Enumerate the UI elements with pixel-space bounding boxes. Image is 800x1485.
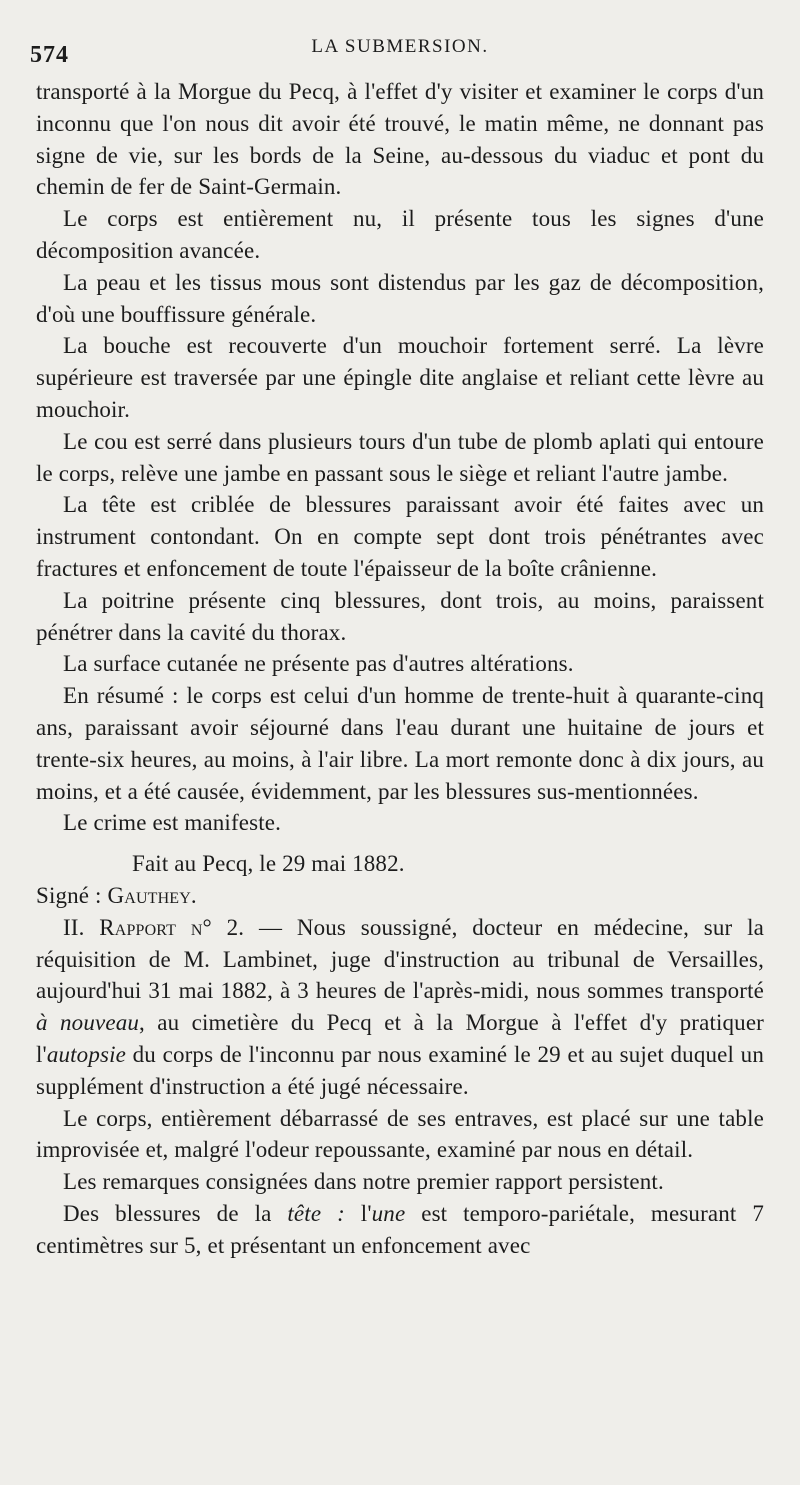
signoff-signature — [36, 880, 764, 912]
signoff-place-date: Fait au Pecq, le 29 mai 1882. — [132, 851, 405, 877]
rapport-text: , au cimetière du Pecq et à la Morgue à l'effet d'y pratiquer l' — [36, 1010, 764, 1067]
signature-prefix: Signé : — [36, 882, 102, 908]
text-run: est temporo-pariétale, mesurant 7 centimètres sur 5, et présentant un enfoncement avec — [36, 1200, 764, 1258]
body-text — [36, 76, 764, 1261]
page-number: 574 — [30, 42, 69, 68]
page-header — [30, 30, 770, 70]
paragraph: Le corps, entièrement débarrassé de ses entraves, est placé sur une table improvisée et, malgré l'odeur repoussante, examiné par nous en détail. — [36, 1105, 764, 1163]
rapport-paragraph — [36, 912, 764, 1103]
running-title: LA SUBMERSION. — [311, 36, 489, 57]
paragraph: La surface cutanée ne présente pas d'autres altérations. — [63, 651, 574, 677]
rapport-text: du corps de l'inconnu par nous examiné le 29 et au sujet duquel un supplément d'instruction a été jugé nécessaire. — [36, 1041, 764, 1099]
paragraph: La poitrine présente cinq blessures, dont trois, au moins, paraissent pénétrer dans la cavité du thorax. — [36, 587, 764, 645]
paragraph — [36, 1198, 764, 1262]
signature-name: Gauthey. — [107, 882, 197, 908]
paragraph: La tête est criblée de blessures paraissant avoir été faites avec un instrument contondant. On en compte sept dont trois pénétrantes avec fractures et enfoncement de toute l'épaisseur de la boîte crânienne. — [36, 492, 764, 581]
paragraph: transporté à la Morgue du Pecq, à l'effet d'y visiter et examiner le corps d'un inconnu que l'on nous dit avoir été trouvé, le matin même, ne donnant pas signe de vie, sur les bords de la Seine, au-dessous du viaduc et pont du chemin de fer de Saint-Germain. — [36, 79, 764, 200]
text-run: Des blessures de la — [63, 1200, 288, 1226]
italic-run: une — [371, 1200, 406, 1226]
rapport-italic: à nouveau — [36, 1010, 139, 1036]
paragraph: La bouche est recouverte d'un mouchoir fortement serré. La lèvre supérieure est traversée par une épingle dite anglaise et reliant cette lèvre au mouchoir. — [36, 333, 764, 422]
paragraph: En résumé : le corps est celui d'un homme de trente-huit à quarante-cinq ans, paraissant avoir séjourné dans l'eau durant une huitaine de jours et trente-six heures, au moins, à l'air libre. La mort remonte donc à dix jours, au moins, et a été causée, évidemment, par les blessures sus-mentionnées. — [36, 683, 764, 804]
paragraph: Le corps est entièrement nu, il présente tous les signes d'une décomposition avancée. — [36, 206, 764, 263]
paragraph: La peau et les tissus mous sont distendus par les gaz de décomposition, d'où une bouffissure générale. — [36, 269, 764, 327]
rapport-italic: autopsie — [46, 1041, 126, 1067]
paragraph: Les remarques consignées dans notre premier rapport persistent. — [63, 1169, 664, 1195]
rapport-dash: — — [244, 914, 297, 940]
rapport-heading: II. Rapport n° 2. — [63, 914, 245, 940]
text-run: l' — [344, 1200, 372, 1226]
paragraph: Le crime est manifeste. — [63, 810, 282, 836]
italic-run: tête : — [287, 1200, 345, 1226]
paragraph: Le cou est serré dans plusieurs tours d'un tube de plomb aplati qui entoure le corps, relève une jambe en passant sous le siège et reliant l'autre jambe. — [36, 428, 764, 486]
rapport-text: Nous soussigné, docteur en médecine, sur la réquisition de M. Lambinet, juge d'instruction au tribunal de Versailles, aujourd'hui 31 mai 1882, à 3 heures de l'après-midi, nous sommes transporté — [36, 914, 764, 1004]
